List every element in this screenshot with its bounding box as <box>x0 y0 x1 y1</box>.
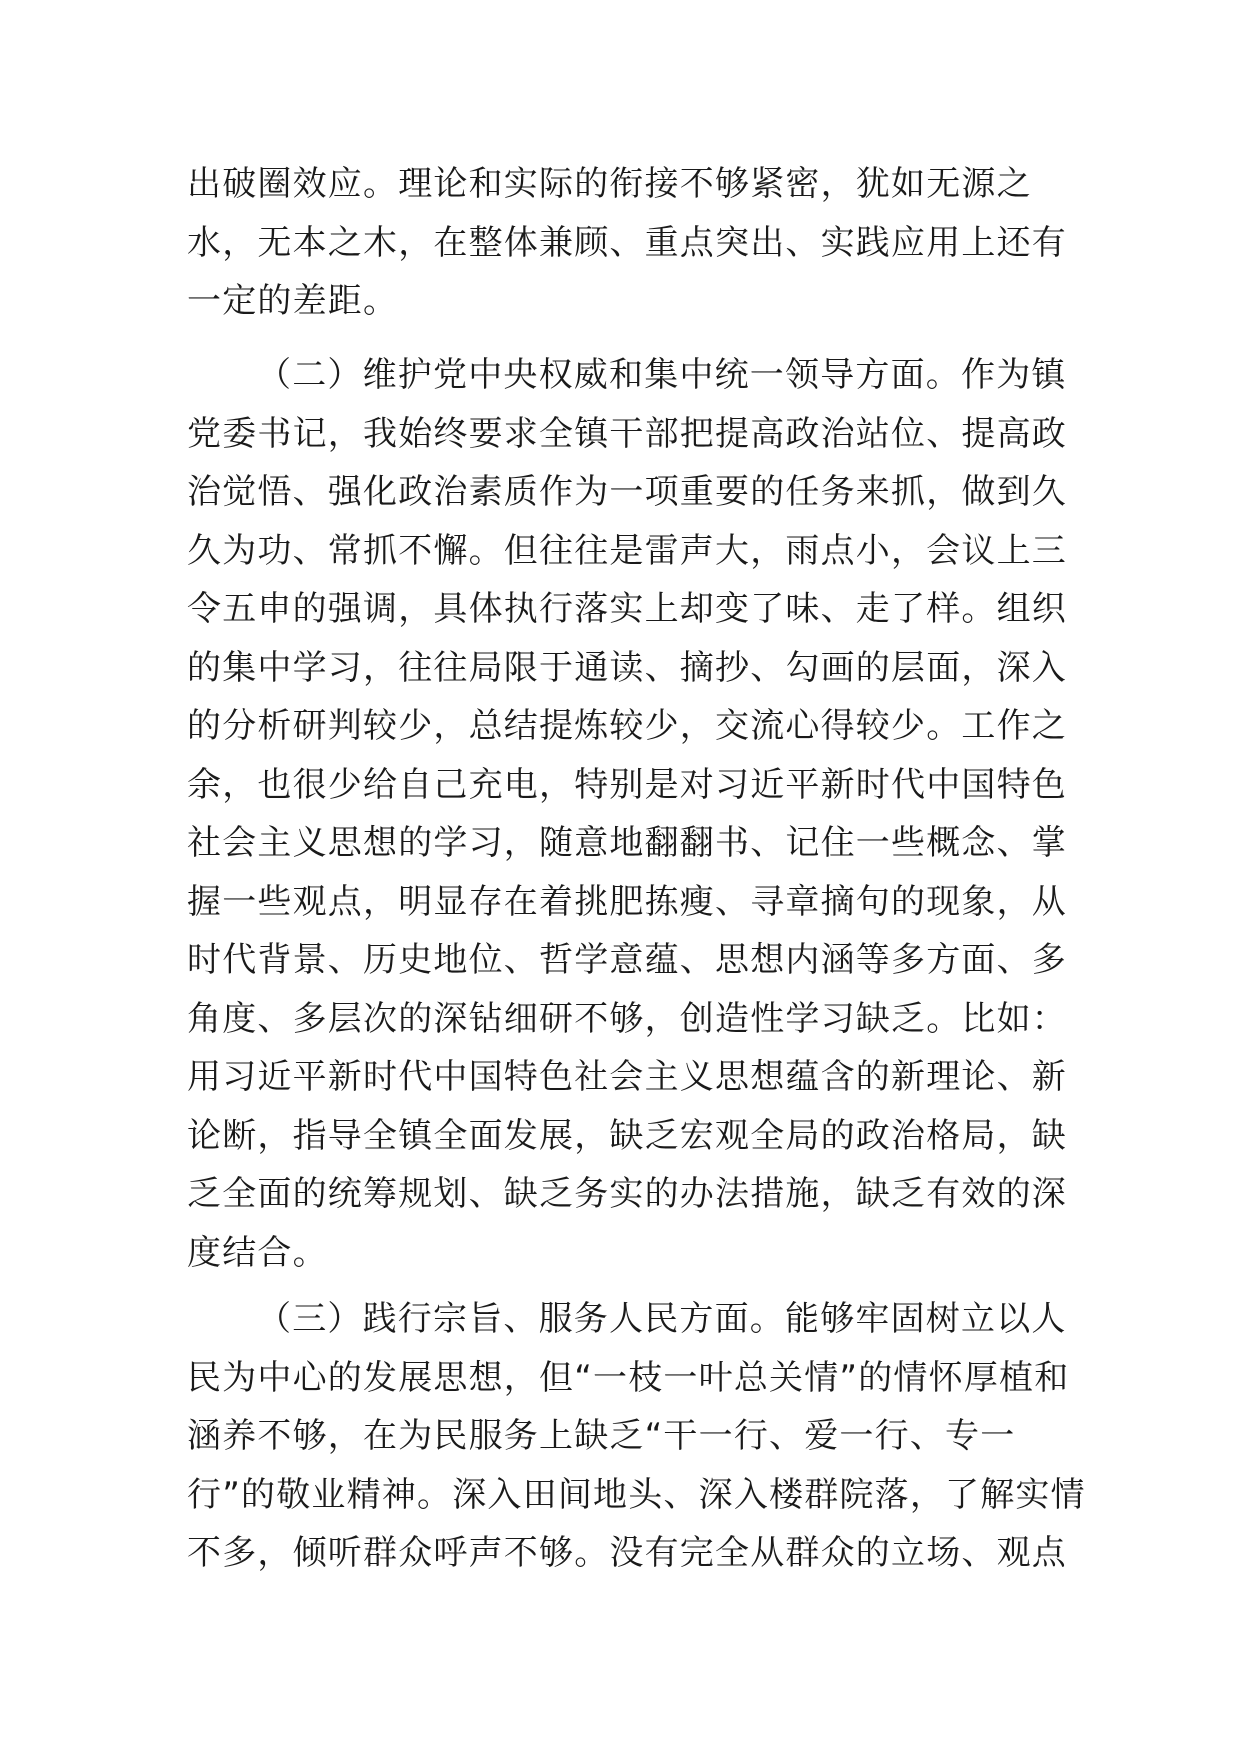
text-line: 的集中学习，往往局限于通读、摘抄、勾画的层面，深入 <box>187 647 1067 688</box>
paragraph-section-2 <box>187 346 1067 1282</box>
text-line: 社会主义思想的学习，随意地翻翻书、记住一些概念、掌 <box>187 823 1067 863</box>
paragraph-continuation <box>187 155 1067 331</box>
text-line: 论断，指导全镇全面发展，缺乏宏观全局的政治格局，缺 <box>187 1115 1067 1156</box>
text-line: 的分析研判较少，总结提炼较少，交流心得较少。工作之 <box>187 706 1067 746</box>
text-line: 度结合。 <box>187 1232 328 1273</box>
text-line: 行”的敬业精神。深入田间地头、深入楼群院落，了解实情 <box>187 1474 1086 1515</box>
text-line: 乏全面的统筹规划、缺乏务实的办法措施，缺乏有效的深 <box>187 1174 1067 1214</box>
text-line: 民为中心的发展思想，但“一枝一叶总关情”的情怀厚植和 <box>187 1357 1070 1398</box>
text-line: 一定的差距。 <box>187 281 399 321</box>
text-line: 水，无本之木，在整体兼顾、重点突出、实践应用上还有 <box>187 222 1067 263</box>
text-line: 余，也很少给自己充电，特别是对习近平新时代中国特色 <box>187 764 1067 805</box>
text-line: 久为功、常抓不懈。但往往是雷声大，雨点小，会议上三 <box>187 530 1067 571</box>
text-line: 角度、多层次的深钻细研不够，创造性学习缺乏。比如： <box>187 998 1067 1039</box>
text-line: （二）维护党中央权威和集中统一领导方面。作为镇 <box>257 355 1067 395</box>
text-line: 握一些观点，明显存在着挑肥拣瘦、寻章摘句的现象，从 <box>187 881 1067 922</box>
text-line: 用习近平新时代中国特色社会主义思想蕴含的新理论、新 <box>187 1057 1067 1097</box>
text-line: （三）践行宗旨、服务人民方面。能够牢固树立以人 <box>257 1299 1067 1339</box>
paragraph-section-3 <box>187 1290 1086 1583</box>
text-line: 不多，倾听群众呼声不够。没有完全从群众的立场、观点 <box>187 1533 1067 1573</box>
text-line: 时代背景、历史地位、哲学意蕴、思想内涵等多方面、多 <box>187 940 1067 980</box>
text-line: 治觉悟、强化政治素质作为一项重要的任务来抓，做到久 <box>187 472 1067 512</box>
text-line: 令五申的强调，具体执行落实上却变了味、走了样。组织 <box>187 589 1067 629</box>
text-line: 党委书记，我始终要求全镇干部把提高政治站位、提高政 <box>187 413 1067 454</box>
text-line: 涵养不够，在为民服务上缺乏“干一行、爱一行、专一 <box>187 1416 1016 1456</box>
text-line: 出破圈效应。理论和实际的衔接不够紧密，犹如无源之 <box>187 164 1032 204</box>
